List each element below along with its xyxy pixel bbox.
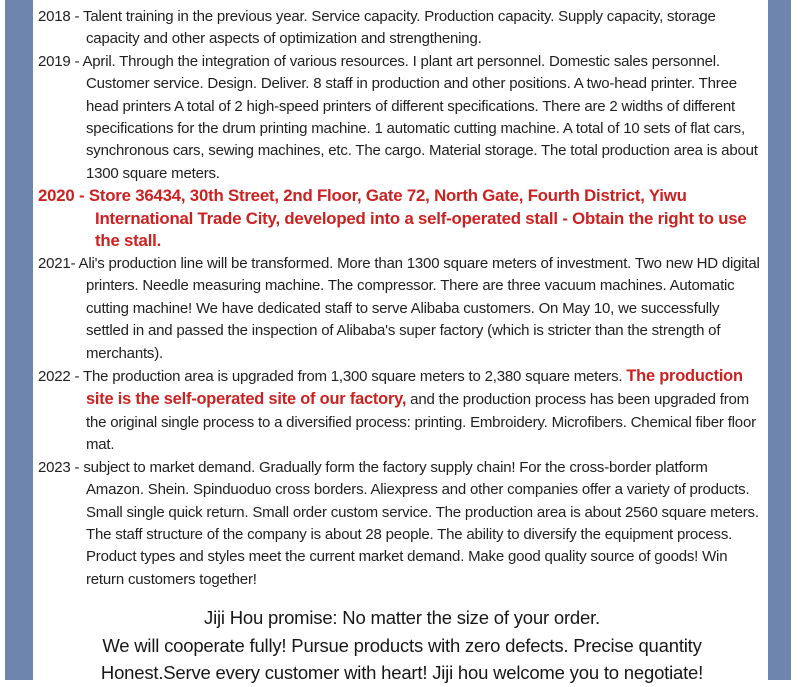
year-label-2020: 2020 - [38, 186, 89, 206]
company-timeline [38, 6, 766, 687]
year-label-2023: 2023 - [38, 458, 84, 476]
entry-text-2020: Store 36434, 30th Street, 2nd Floor, Gate 72, North Gate, Fourth District, Yiwu International Trade City, developed into a self-operated stall - Obtain the right to use the stall. [88, 186, 747, 251]
footer-promise [38, 604, 766, 687]
entry-text-2022-before: The production area is upgraded from 1,300 square meters to 2,380 square meters. [83, 368, 627, 386]
timeline-entry-2022 [38, 365, 766, 457]
entry-text-2019: April. Through the integration of various resources. I plant art personnel. Domestic sales personnel. Customer service. Design. Deliver. 8 staff in production and other positions. A two-head printer. Three head printers A total of 2 high-speed printers of different specifications. There are 2 widths of different specifications for the drum printing machine. 1 automatic cutting machine. A total of 10 sets of flat cars, synchronous cars, sewing machines, etc. The cargo. Material storage. The total production area is about 1300 square meters. [82, 52, 758, 182]
timeline-entry-2021 [38, 253, 766, 365]
timeline-entry-2023 [38, 457, 766, 591]
promise-line-3: Honest.Serve every customer with heart! Jiji hou welcome you to negotiate! [100, 662, 704, 684]
year-label-2019: 2019 - [38, 52, 83, 70]
year-label-2018: 2018 - [38, 8, 84, 25]
left-accent-bar [5, 0, 33, 680]
year-label-2021: 2021- [38, 255, 79, 273]
timeline-entry-2020-highlighted [38, 185, 766, 253]
entry-text-2018: Talent training in the previous year. Service capacity. Production capacity. Supply capacity, storage capacity and other aspects of optimization and strengthening. [83, 8, 716, 48]
entry-text-2022-highlight: The production site is the self-operated site of our factory, [86, 367, 743, 409]
year-label-2022: 2022 - [38, 368, 84, 386]
promise-line-1: Jiji Hou promise: No matter the size of your order. [204, 607, 600, 629]
timeline-entry-2019 [38, 51, 766, 185]
entry-text-2022-after: and the production process has been upgraded from the original single process to a diversified process: printing. Embroidery. Microfibers. Chemical fiber floor mat. [86, 391, 756, 454]
promise-line-2: We will cooperate fully! Pursue products with zero defects. Precise quantity [102, 634, 702, 656]
timeline-entry-2018 [38, 6, 766, 51]
entry-text-2023: subject to market demand. Gradually form the factory supply chain! For the cross-border platform Amazon. Shein. Spinduoduo cross borders. Aliexpress and other companies offer a variety of products. Small single quick return. Small order custom service. The production area is about 2560 square meters. The staff structure of the company is about 28 people. The ability to diversify the equipment process. Product types and styles meet the current market demand. Make good quality source of goods! Win return customers together! [83, 458, 759, 588]
right-accent-bar [768, 0, 791, 680]
entry-text-2021: Ali's production line will be transformed. More than 1300 square meters of investment. Two new HD digital printers. Needle measuring machine. The compressor. There are three vacuum machines. Automatic cutting machine! We have dedicated staff to serve Alibaba customers. On May 10, we successfully settled in and passed the inspection of Alibaba's super factory (which is stricter than the strength of merchants). [78, 255, 760, 362]
